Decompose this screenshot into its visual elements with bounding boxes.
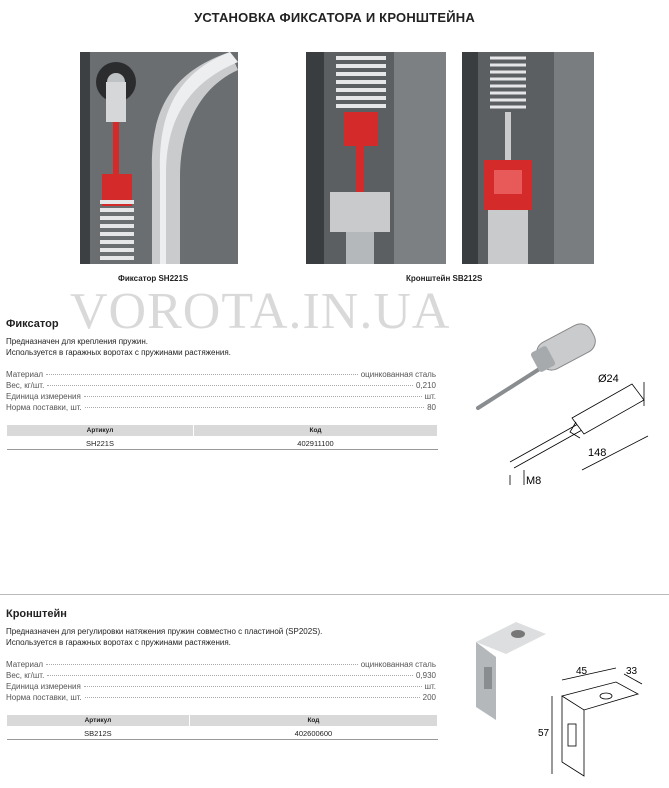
dim-diameter-label: Ø24 <box>598 373 619 385</box>
bracket-install-photo-1 <box>306 52 446 264</box>
leader-dots <box>47 385 413 386</box>
spec-row <box>6 693 436 704</box>
spec-row <box>6 671 436 682</box>
spec-label: Норма поставки, шт. <box>6 403 82 412</box>
bracket-caption: Кронштейн SB212S <box>406 274 483 283</box>
spec-value: оцинкованная сталь <box>360 370 436 379</box>
spec-label: Вес, кг/шт. <box>6 671 45 680</box>
spec-row <box>6 392 436 403</box>
leader-dots <box>47 675 413 676</box>
bracket-desc-line-1: Предназначен для регулировки натяжения пружин совместно с пластиной (SP202S). <box>6 627 323 636</box>
spec-value: 200 <box>422 693 436 702</box>
table-row <box>7 437 438 450</box>
spec-value: шт. <box>424 392 436 401</box>
table-header-row <box>7 715 438 727</box>
spec-row <box>6 370 436 381</box>
leader-dots <box>84 396 422 397</box>
dim-thread-label: M8 <box>526 475 542 487</box>
bracket-desc-line-2: Используется в гаражных воротах с пружинами растяжения. <box>6 638 231 647</box>
fixator-3d-render <box>478 320 600 408</box>
bracket-section-title: Кронштейн <box>6 608 67 620</box>
watermark: VOROTA.IN.UA <box>70 283 451 340</box>
code-column-header: Код <box>194 425 438 437</box>
bracket-specs <box>6 660 436 704</box>
article-column-header: Артикул <box>7 425 194 437</box>
spec-value: 0,210 <box>415 381 436 390</box>
leader-dots <box>46 374 358 375</box>
bracket-description <box>6 626 322 648</box>
fixator-drawing <box>466 310 666 490</box>
fixator-line-drawing <box>510 382 648 485</box>
fixator-desc-line-2: Используется в гаражных воротах с пружинами растяжения. <box>6 348 231 357</box>
spec-label: Единица измерения <box>6 392 81 401</box>
dim-width-label: 45 <box>576 666 588 677</box>
article-cell: SH221S <box>7 437 194 450</box>
article-column-header: Артикул <box>7 715 190 727</box>
dim-height-label: 57 <box>538 728 550 739</box>
spec-label: Материал <box>6 660 44 669</box>
dim-depth-label: 33 <box>626 666 638 677</box>
fixator-section-title: Фиксатор <box>6 318 59 330</box>
bracket-drawing <box>466 612 666 787</box>
bracket-install-illustration-1 <box>306 52 446 264</box>
fixator-install-illustration <box>80 52 238 264</box>
code-cell: 402911100 <box>194 437 438 450</box>
table-row <box>7 727 438 740</box>
code-cell: 402600600 <box>189 727 437 740</box>
spec-label: Единица измерения <box>6 682 81 691</box>
leader-dots <box>84 686 422 687</box>
bracket-line-drawing <box>552 668 642 776</box>
leader-dots <box>85 697 420 698</box>
spec-value: 80 <box>427 403 436 412</box>
spec-row <box>6 682 436 693</box>
fixator-description <box>6 336 231 358</box>
bracket-3d-render <box>476 622 546 720</box>
spec-row <box>6 660 436 671</box>
spec-label: Вес, кг/шт. <box>6 381 45 390</box>
bracket-install-photo-2 <box>462 52 594 264</box>
fixator-desc-line-1: Предназначен для крепления пружин. <box>6 337 148 346</box>
article-cell: SB212S <box>7 727 190 740</box>
section-divider <box>0 594 669 595</box>
fixator-caption: Фиксатор SH221S <box>118 274 189 283</box>
fixator-install-photo <box>80 52 238 264</box>
page-title: УСТАНОВКА ФИКСАТОРА И КРОНШТЕЙНА <box>194 10 475 25</box>
spec-label: Норма поставки, шт. <box>6 693 82 702</box>
leader-dots <box>85 407 424 408</box>
spec-value: оцинкованная сталь <box>360 660 436 669</box>
spec-row <box>6 381 436 392</box>
spec-label: Материал <box>6 370 44 379</box>
spec-row <box>6 403 436 414</box>
fixator-specs <box>6 370 436 414</box>
fixator-article-table <box>6 424 438 450</box>
spec-value: 0,930 <box>415 671 436 680</box>
code-column-header: Код <box>189 715 437 727</box>
bracket-article-table <box>6 714 438 740</box>
bracket-install-illustration-2 <box>462 52 594 264</box>
leader-dots <box>46 664 358 665</box>
table-header-row <box>7 425 438 437</box>
spec-value: шт. <box>424 682 436 691</box>
dim-length-label: 148 <box>588 447 607 459</box>
